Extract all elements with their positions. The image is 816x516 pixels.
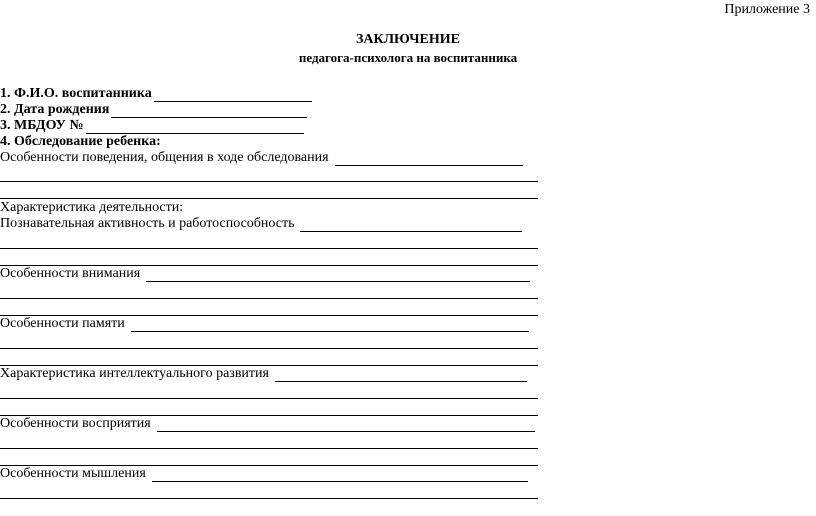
field-birthdate bbox=[0, 102, 307, 118]
field-exam-label: 4. Обследование ребенка: bbox=[0, 134, 161, 149]
field-fio bbox=[0, 86, 312, 102]
section-cognitive-label: Познавательная активность и работоспособность bbox=[0, 216, 295, 231]
section-perception bbox=[0, 416, 535, 432]
blank-line[interactable] bbox=[0, 298, 538, 299]
appendix-label: Приложение 3 bbox=[724, 2, 810, 17]
field-birthdate-label: 2. Дата рождения bbox=[0, 102, 110, 117]
section-intellect-label: Характеристика интеллектуального развития bbox=[0, 366, 269, 381]
section-thinking bbox=[0, 466, 528, 482]
blank-line[interactable] bbox=[0, 448, 538, 449]
section-activity-heading-label: Характеристика деятельности: bbox=[0, 200, 184, 215]
field-mbdou-label: 3. МБДОУ № bbox=[0, 118, 84, 133]
section-behavior-blank[interactable] bbox=[335, 151, 523, 166]
blank-line[interactable] bbox=[0, 348, 538, 349]
blank-line[interactable] bbox=[0, 498, 538, 499]
section-thinking-label: Особенности мышления bbox=[0, 466, 146, 481]
field-fio-label: 1. Ф.И.О. воспитанника bbox=[0, 86, 152, 101]
section-activity-heading bbox=[0, 200, 183, 216]
section-behavior-label: Особенности поведения, общения в ходе обследования bbox=[0, 150, 329, 165]
field-mbdou bbox=[0, 118, 304, 134]
section-behavior bbox=[0, 150, 523, 166]
field-birthdate-blank[interactable] bbox=[111, 103, 307, 118]
section-intellect-blank[interactable] bbox=[275, 367, 527, 382]
section-memory-label: Особенности памяти bbox=[0, 316, 125, 331]
blank-line[interactable] bbox=[0, 181, 538, 182]
document-title: ЗАКЛЮЧЕНИЕ bbox=[355, 32, 461, 47]
field-exam bbox=[0, 134, 161, 150]
section-attention-label: Особенности внимания bbox=[0, 266, 141, 281]
section-perception-blank[interactable] bbox=[157, 417, 535, 432]
blank-line[interactable] bbox=[0, 198, 538, 199]
field-fio-blank[interactable] bbox=[154, 87, 312, 102]
section-intellect bbox=[0, 366, 527, 382]
blank-line[interactable] bbox=[0, 398, 538, 399]
section-attention bbox=[0, 266, 530, 282]
blank-line[interactable] bbox=[0, 248, 538, 249]
document-subtitle: педагога-психолога на воспитанника bbox=[298, 50, 518, 65]
section-attention-blank[interactable] bbox=[146, 267, 530, 282]
section-thinking-blank[interactable] bbox=[152, 467, 528, 482]
section-memory bbox=[0, 316, 529, 332]
section-cognitive bbox=[0, 216, 522, 232]
section-perception-label: Особенности восприятия bbox=[0, 416, 151, 431]
field-mbdou-blank[interactable] bbox=[86, 119, 304, 134]
section-memory-blank[interactable] bbox=[131, 317, 529, 332]
section-cognitive-blank[interactable] bbox=[300, 217, 522, 232]
